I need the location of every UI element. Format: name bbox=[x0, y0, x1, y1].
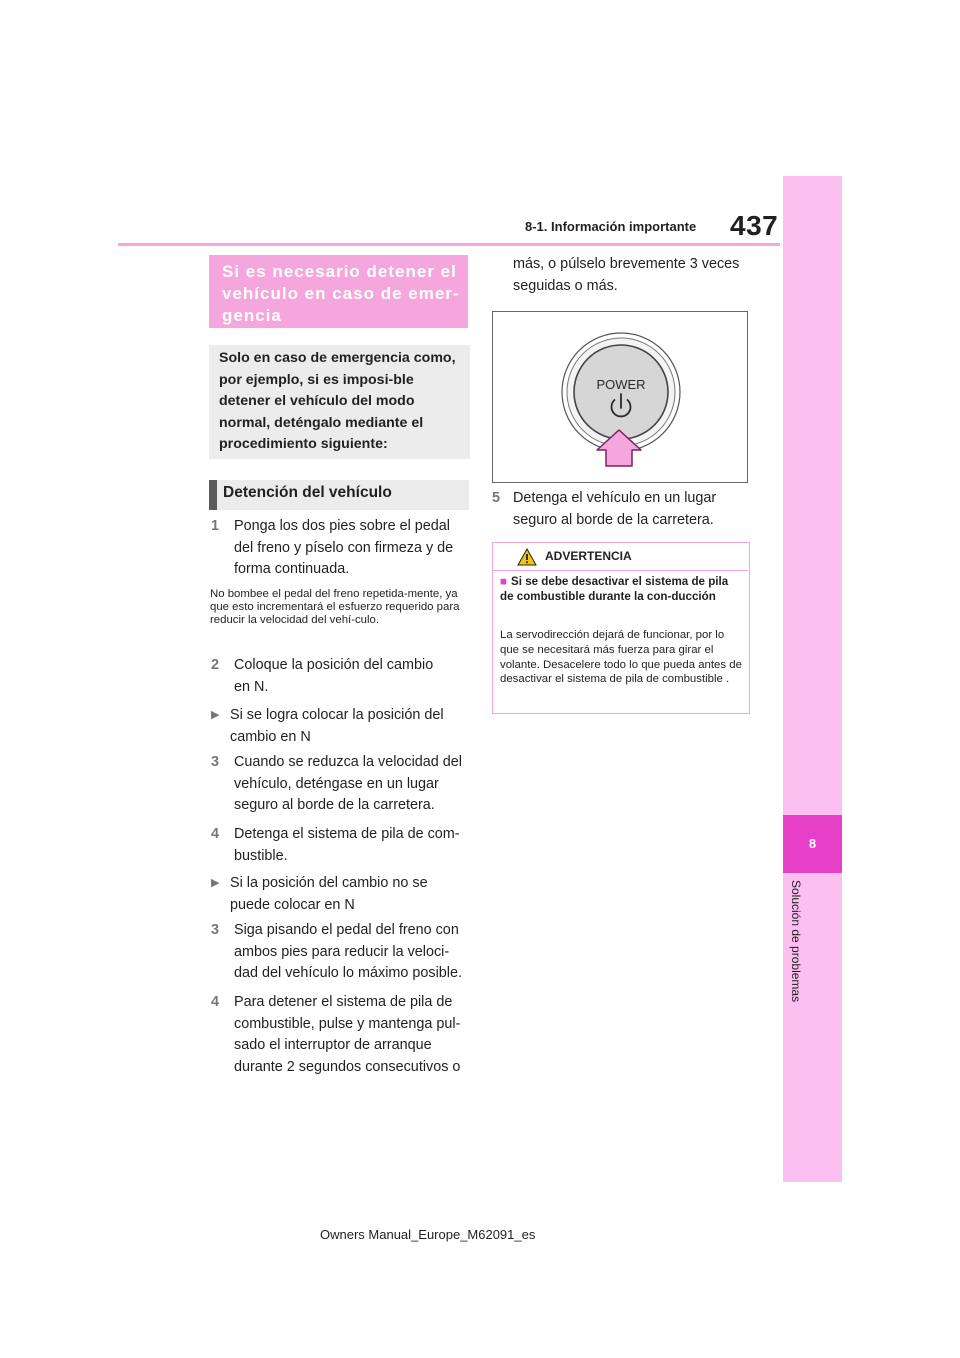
step-4b bbox=[211, 992, 473, 1080]
case-text: cambio en N bbox=[230, 728, 311, 745]
emergency-heading: Si es necesario detener el vehículo en caso de emer-gencia bbox=[222, 262, 460, 325]
step-text: seguro al borde de la carretera. bbox=[513, 511, 714, 528]
step-text: Para detener el sistema de pila de bbox=[234, 994, 453, 1010]
subheading: Detención del vehículo bbox=[223, 484, 392, 501]
step-number: 5 bbox=[492, 490, 501, 506]
case-shift-n bbox=[211, 705, 473, 749]
warning-subtitle-block bbox=[500, 575, 740, 604]
chapter-number: 8 bbox=[808, 836, 817, 851]
step-number: 4 bbox=[211, 994, 220, 1010]
step-2 bbox=[211, 655, 473, 699]
intro-text: Solo en caso de emergencia como, por ejemplo, si es imposi-ble detener el vehículo del modo normal, deténgalo mediante el procedimiento siguiente: bbox=[219, 350, 456, 452]
step-text: Detenga el vehículo en un lugar bbox=[513, 490, 717, 506]
warning-body: La servodirección dejará de funcionar, por lo que se necesitará más fuerza para girar el volante. Desacelere todo lo que pueda antes de desactivar el sistema de pila de combustible . bbox=[500, 629, 742, 686]
warning-box bbox=[492, 542, 750, 714]
chapter-label: Solución de problemas bbox=[789, 880, 803, 1003]
step-text: bustible. bbox=[234, 847, 288, 864]
step-5 bbox=[492, 488, 754, 532]
warning-subtitle: Si se debe desactivar el sistema de pila de combustible durante la con-ducción bbox=[500, 575, 729, 603]
step-text: Ponga los dos pies sobre el pedal bbox=[234, 518, 451, 534]
power-button-svg bbox=[493, 312, 746, 481]
step-text: combustible, pulse y mantenga pul- bbox=[234, 1015, 461, 1032]
power-switch-illustration bbox=[492, 311, 748, 483]
step-text: en N. bbox=[234, 678, 269, 695]
case-text: puede colocar en N bbox=[230, 896, 355, 913]
case-shift-not-n bbox=[211, 873, 473, 917]
subheading-bar bbox=[209, 480, 217, 510]
step-3b bbox=[211, 920, 473, 986]
step-text: Detenga el sistema de pila de com- bbox=[234, 826, 460, 842]
warning-triangle-icon bbox=[517, 548, 537, 566]
step-text: dad del vehículo lo máximo posible. bbox=[234, 965, 462, 981]
emergency-heading-box bbox=[209, 255, 468, 328]
side-tab-strip bbox=[783, 176, 842, 1182]
step-1 bbox=[211, 516, 473, 582]
section-title: 8-1. Información importante bbox=[525, 219, 697, 234]
step-text: Siga pisando el pedal del freno con bbox=[234, 922, 459, 938]
triangle-marker-icon: ▶ bbox=[211, 709, 220, 721]
step-number: 1 bbox=[211, 518, 220, 534]
warning-header bbox=[493, 543, 748, 571]
square-bullet-icon: ■ bbox=[500, 575, 508, 588]
step-text: Coloque la posición del cambio bbox=[234, 657, 434, 673]
subheading-box bbox=[209, 480, 469, 510]
step-text: seguro al borde de la carretera. bbox=[234, 797, 435, 813]
step-text: seguidas o más. bbox=[513, 277, 618, 294]
triangle-marker-icon: ▶ bbox=[211, 877, 220, 889]
step-text: vehículo, deténgase en un lugar bbox=[234, 775, 439, 792]
step-text: forma continuada. bbox=[234, 561, 350, 577]
power-button bbox=[574, 345, 668, 439]
note-brake: No bombee el pedal del freno repetida-mente, ya que esto incrementará el esfuerzo requerido para reducir la velocidad del vehí-culo. bbox=[210, 588, 460, 626]
step-text: ambos pies para reducir la veloci- bbox=[234, 943, 450, 960]
case-text: Si la posición del cambio no se bbox=[230, 875, 428, 891]
step-text: del freno y píselo con firmeza y de bbox=[234, 539, 454, 556]
step-number: 3 bbox=[211, 754, 220, 770]
step-text: durante 2 segundos consecutivos o bbox=[234, 1058, 461, 1075]
step-number: 3 bbox=[211, 922, 220, 938]
intro-box bbox=[209, 345, 470, 459]
header-rule bbox=[118, 243, 780, 246]
case-text: Si se logra colocar la posición del bbox=[230, 707, 444, 723]
step-number: 2 bbox=[211, 657, 220, 673]
page-number: 437 bbox=[730, 210, 779, 241]
power-button-label: POWER bbox=[596, 377, 646, 392]
step-text: Cuando se reduzca la velocidad del bbox=[234, 754, 463, 770]
step-4b-continued bbox=[492, 254, 754, 298]
step-text: más, o púlselo brevemente 3 veces bbox=[513, 256, 740, 272]
warning-title: ADVERTENCIA bbox=[545, 549, 632, 563]
step-text: sado el interruptor de arranque bbox=[234, 1037, 432, 1053]
footer-doc-id: Owners Manual_Europe_M62091_es bbox=[320, 1227, 536, 1242]
step-number: 4 bbox=[211, 826, 220, 842]
step-3a bbox=[211, 752, 473, 818]
step-4a bbox=[211, 824, 473, 868]
